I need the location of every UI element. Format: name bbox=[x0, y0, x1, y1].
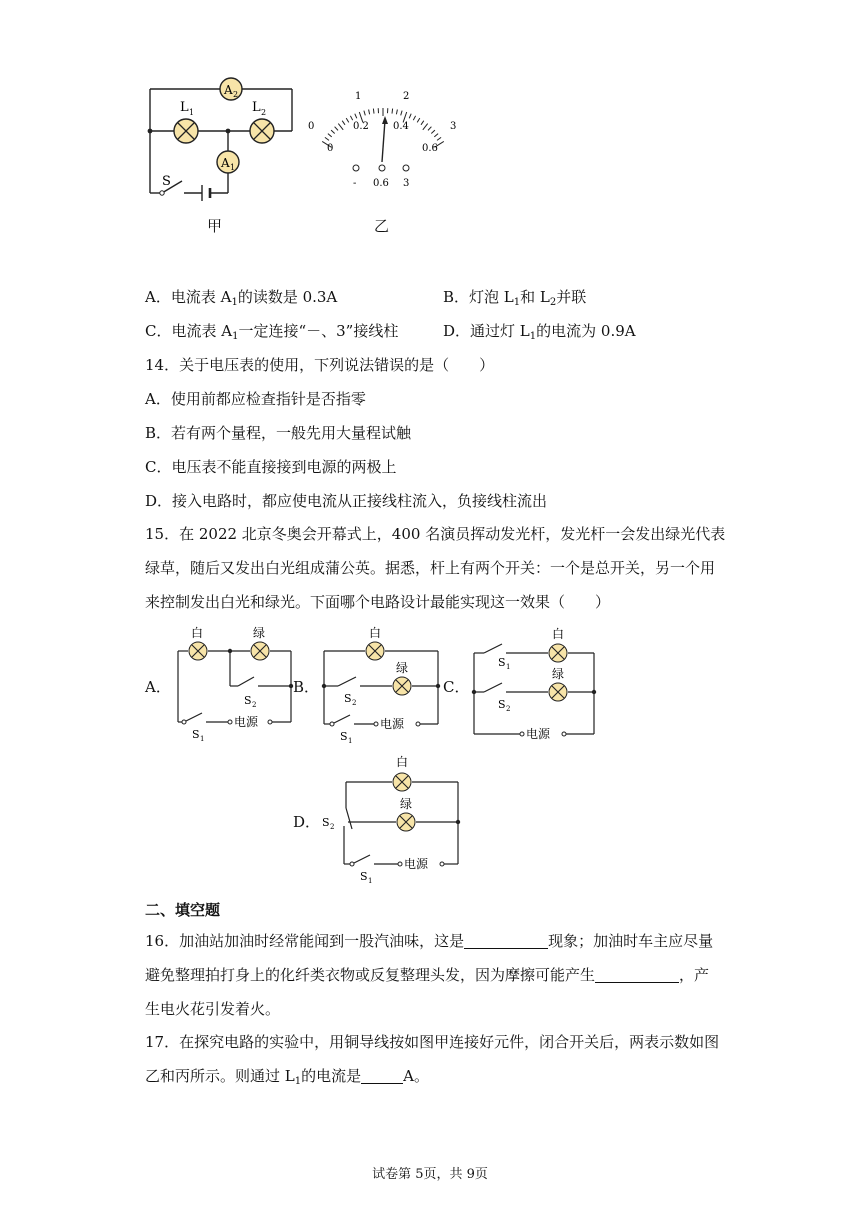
dial-tick bbox=[423, 124, 428, 130]
scale-big-0: 0 bbox=[308, 121, 315, 132]
q15-option-c-letter[interactable]: C． bbox=[443, 678, 470, 696]
a2-label: A bbox=[224, 83, 233, 97]
dial-tick bbox=[373, 109, 374, 114]
dial-tick bbox=[421, 121, 424, 125]
q13-option-c[interactable] bbox=[145, 321, 398, 347]
dial-tick bbox=[396, 110, 397, 115]
q17-line1: 17．在探究电路的实验中，用铜导线按如图甲连接好元件，闭合开关后，两表示数如图 bbox=[145, 1033, 720, 1051]
dial-tick bbox=[338, 124, 343, 130]
label-green: 绿 bbox=[400, 797, 413, 811]
text: 并联 bbox=[556, 288, 587, 306]
text: C．电流表 A bbox=[145, 322, 233, 340]
q17-blank[interactable] bbox=[361, 1067, 403, 1084]
caption-yi: 乙 bbox=[374, 217, 390, 235]
q14-option-a[interactable]: A．使用前都应检查指针是否指零 bbox=[145, 390, 366, 408]
q15-stem-line3: 来控制发出白光和绿光。下面哪个电路设计最能实现这一效果（ ） bbox=[145, 593, 611, 611]
label-power: 电源 bbox=[380, 717, 405, 731]
dial-tick bbox=[331, 130, 335, 133]
dial-tick bbox=[346, 118, 349, 122]
q16-line1 bbox=[145, 931, 713, 951]
dial-tick bbox=[342, 121, 345, 125]
text: 现象；加油时车主应尽量 bbox=[548, 932, 714, 950]
l2-label: L bbox=[252, 100, 261, 115]
l1-sub: 1 bbox=[189, 108, 195, 117]
section-title-fill-blank: 二、填空题 bbox=[145, 901, 221, 919]
scale-small-0: 0 bbox=[327, 143, 334, 154]
q14-option-d[interactable]: D．接入电路时，都应使电流从正接线柱流入，负接线柱流出 bbox=[145, 492, 548, 510]
q16-line2 bbox=[145, 965, 709, 985]
label-power: 电源 bbox=[526, 727, 551, 741]
text: 乙和丙所示。则通过 L bbox=[145, 1067, 295, 1085]
label-white: 白 bbox=[396, 755, 409, 769]
a1-label: A bbox=[221, 156, 230, 170]
dial-tick bbox=[364, 111, 365, 116]
label-s2: S bbox=[244, 694, 252, 707]
q14-option-c[interactable]: C．电压表不能直接接到电源的两极上 bbox=[145, 458, 397, 476]
caption-jia: 甲 bbox=[207, 217, 223, 235]
dial-tick bbox=[355, 114, 357, 119]
label-s2: S bbox=[322, 816, 330, 829]
q15-circuit-c bbox=[466, 622, 601, 747]
dial-tick bbox=[335, 127, 338, 131]
text: A．电流表 A bbox=[145, 288, 232, 306]
text: 和 L bbox=[520, 288, 550, 306]
q15-circuit-b bbox=[318, 622, 443, 747]
label-white: 白 bbox=[552, 627, 565, 641]
label-s2: S bbox=[344, 692, 352, 705]
text: A。 bbox=[403, 1067, 429, 1085]
text: 的电流为 0.9A bbox=[536, 322, 636, 340]
scale-big-1: 1 bbox=[355, 91, 362, 102]
q13-option-d[interactable] bbox=[443, 321, 636, 347]
label-green: 绿 bbox=[552, 667, 565, 681]
label-s1: S bbox=[192, 728, 200, 741]
dial-tick bbox=[434, 134, 438, 137]
l2-sub: 2 bbox=[261, 108, 267, 117]
sub: 1 bbox=[529, 331, 537, 342]
q15-option-b-letter[interactable]: B． bbox=[293, 678, 320, 696]
label-s1-sub: 1 bbox=[506, 663, 511, 671]
label-s1: S bbox=[360, 870, 368, 883]
label-s2-sub: 2 bbox=[506, 705, 511, 713]
dial-tick bbox=[325, 137, 329, 140]
scale-small-2: 0.4 bbox=[393, 121, 409, 132]
q15-option-d-letter[interactable]: D． bbox=[293, 813, 321, 831]
figure-yi-ammeter bbox=[305, 82, 465, 192]
switch-s-label: S bbox=[162, 174, 171, 189]
label-white: 白 bbox=[369, 626, 382, 640]
dial-tick bbox=[401, 111, 402, 116]
a2-sub: 2 bbox=[233, 90, 239, 99]
sub: 1 bbox=[232, 331, 239, 342]
label-s1: S bbox=[498, 656, 506, 669]
sub: 2 bbox=[549, 297, 557, 308]
q13-option-b[interactable] bbox=[443, 287, 586, 313]
dial-tick bbox=[413, 116, 415, 120]
q15-stem-line2: 绿草，随后又发出白光组成蒲公英。据悉，杆上有两个开关：一个是总开关，另一个用 bbox=[145, 559, 716, 577]
sub: 1 bbox=[513, 297, 521, 308]
a1-sub: 1 bbox=[230, 163, 236, 172]
label-s2: S bbox=[498, 698, 506, 711]
terminal-3: 3 bbox=[403, 178, 410, 189]
q16-line3: 生电火花引发着火。 bbox=[145, 1000, 281, 1018]
dial-tick bbox=[437, 137, 441, 140]
scale-big-2: 2 bbox=[403, 91, 410, 102]
q16-blank-1[interactable] bbox=[464, 932, 548, 949]
q15-circuit-d bbox=[318, 752, 468, 887]
dial-tick bbox=[328, 134, 332, 137]
q14-stem: 14．关于电压表的使用，下列说法错误的是（ ） bbox=[145, 356, 495, 374]
label-s1-sub: 1 bbox=[348, 737, 353, 745]
dial-tick bbox=[428, 127, 431, 131]
label-power: 电源 bbox=[234, 715, 259, 729]
sub: 1 bbox=[294, 1076, 302, 1087]
q17-line2 bbox=[145, 1066, 429, 1092]
dial-tick bbox=[392, 109, 393, 114]
dial-tick bbox=[431, 130, 435, 133]
scale-big-3: 3 bbox=[450, 121, 457, 132]
terminal-06: 0.6 bbox=[373, 178, 389, 189]
label-s1-sub: 1 bbox=[200, 735, 205, 742]
label-s2-sub: 2 bbox=[252, 701, 257, 709]
text: 的读数是 0.3A bbox=[237, 288, 338, 306]
label-green: 绿 bbox=[253, 626, 266, 640]
dial-tick bbox=[417, 118, 420, 122]
label-white: 白 bbox=[191, 626, 204, 640]
scale-small-3: 0.6 bbox=[422, 143, 438, 154]
label-s2-sub: 2 bbox=[352, 699, 357, 707]
q16-blank-2[interactable] bbox=[595, 966, 679, 983]
label-s1: S bbox=[340, 730, 348, 743]
l1-label: L bbox=[180, 100, 189, 115]
sub: 1 bbox=[231, 297, 238, 308]
figure-jia-circuit bbox=[140, 75, 310, 210]
label-power: 电源 bbox=[404, 857, 429, 871]
label-s1-sub: 1 bbox=[368, 877, 373, 885]
label-s2-sub: 2 bbox=[330, 823, 335, 831]
text: 一定连接“－、3”接线柱 bbox=[238, 322, 399, 340]
text: 16．加油站加油时经常能闻到一股汽油味，这是 bbox=[145, 932, 465, 950]
page-footer: 试卷第 5页，共 9页 bbox=[372, 1167, 488, 1182]
dial-tick bbox=[369, 110, 370, 115]
text: B．灯泡 L bbox=[443, 288, 514, 306]
text: 避免整理拍打身上的化纤类衣物或反复整理头发，因为摩擦可能产生 bbox=[145, 966, 596, 984]
q13-option-a[interactable] bbox=[145, 287, 337, 313]
text: ，产 bbox=[679, 966, 710, 984]
q15-stem-line1: 15．在 2022 北京冬奥会开幕式上，400 名演员挥动发光杆，发光杆一会发出绿光代表 bbox=[145, 525, 726, 543]
dial-tick bbox=[409, 114, 411, 119]
text: D．通过灯 L bbox=[443, 322, 530, 340]
text: 的电流是 bbox=[301, 1067, 362, 1085]
q14-option-b[interactable]: B．若有两个量程，一般先用大量程试触 bbox=[145, 424, 412, 442]
terminal-neg: - bbox=[353, 178, 357, 189]
dial-tick bbox=[350, 116, 352, 120]
q15-circuit-a bbox=[170, 622, 295, 742]
label-green: 绿 bbox=[396, 661, 409, 675]
scale-small-1: 0.2 bbox=[353, 121, 369, 132]
q15-option-a-letter[interactable]: A． bbox=[145, 678, 171, 696]
